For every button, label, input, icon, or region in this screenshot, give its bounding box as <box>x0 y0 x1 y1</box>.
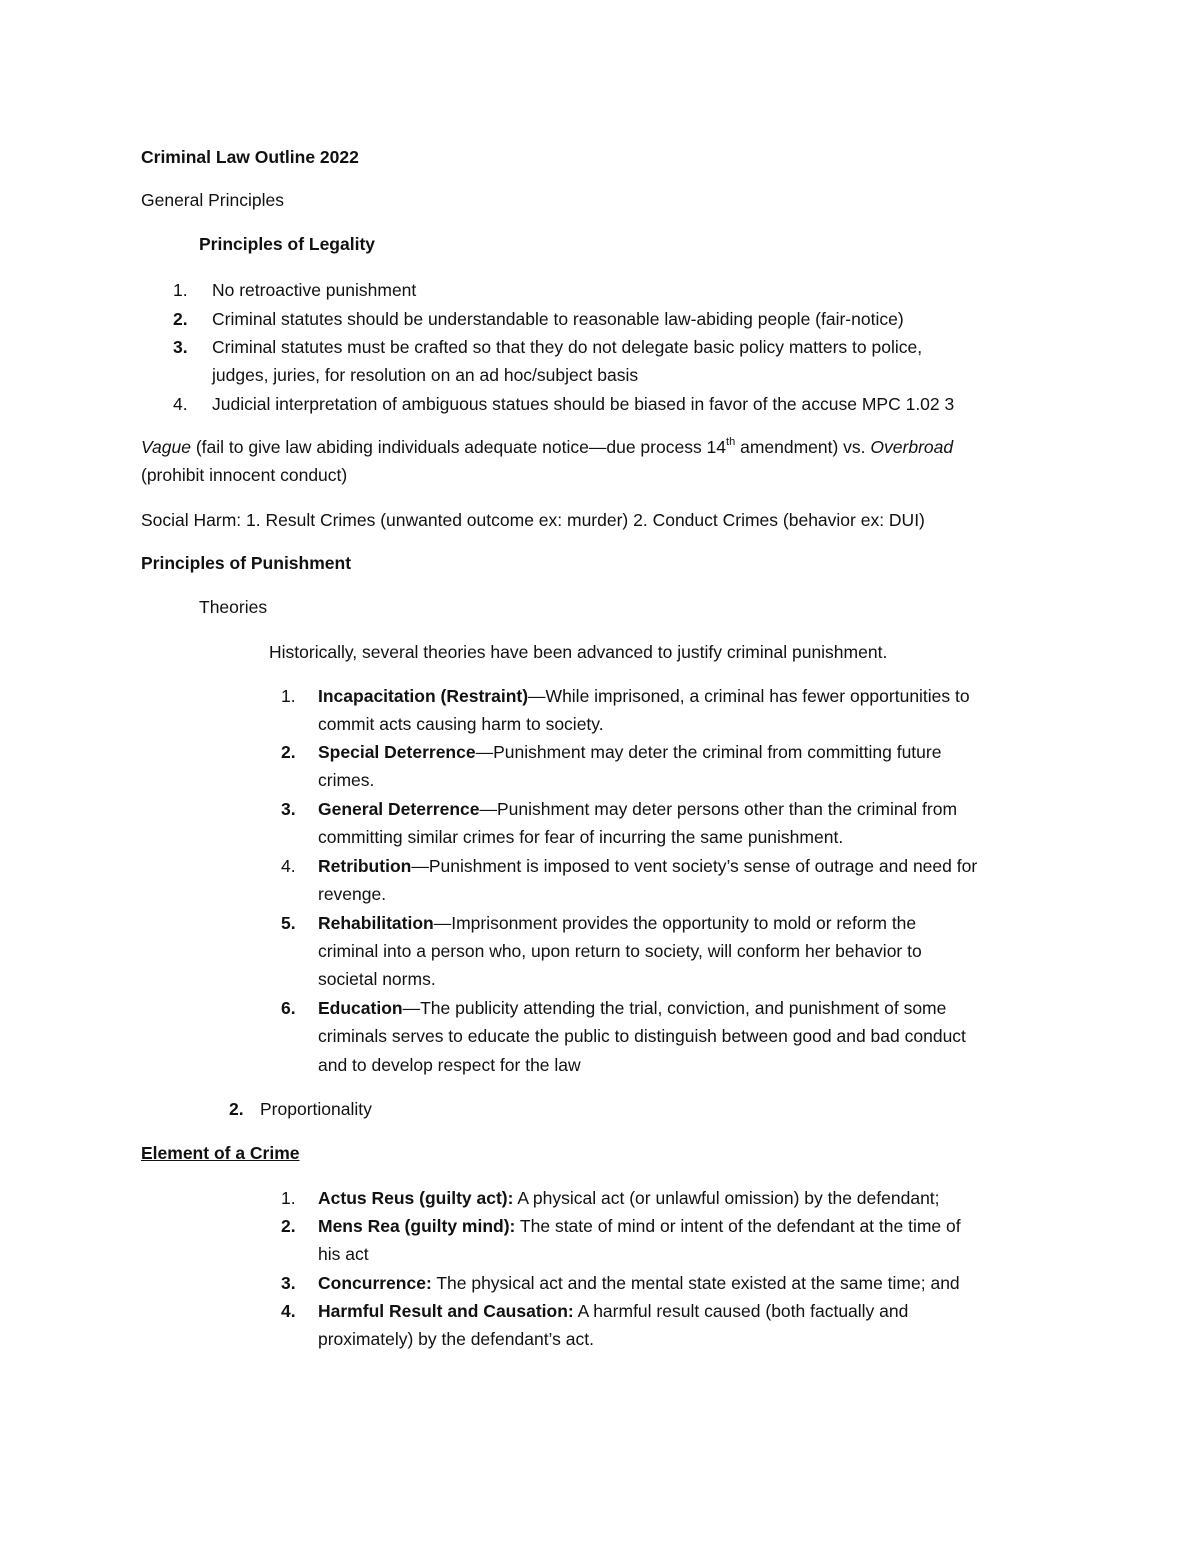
term-description: —Imprisonment provides the opportunity to mold or reform the <box>433 913 917 933</box>
term-incapacitation: Incapacitation (Restraint) <box>318 686 529 706</box>
subheading-proportionality: Proportionality <box>260 1099 372 1119</box>
list-number: 6. <box>281 998 296 1018</box>
vague-text-2: amendment) vs. <box>735 437 871 457</box>
section-general-principles: General Principles <box>141 190 284 210</box>
list-item-text <box>318 1215 961 1237</box>
list-item-text: crimes. <box>318 770 375 790</box>
list-item-text <box>318 1187 940 1209</box>
list-item-text: Criminal statutes should be understandable to reasonable law-abiding people (fair-notice) <box>212 309 904 329</box>
list-number: 3. <box>173 337 188 357</box>
list-number: 2. <box>173 309 188 329</box>
list-item-text <box>318 685 970 707</box>
list-item-text: Criminal statutes must be crafted so that they do not delegate basic policy matters to police, <box>212 337 923 357</box>
list-item-text <box>318 997 946 1019</box>
list-item-text <box>318 798 957 820</box>
overbroad-definition: (prohibit innocent conduct) <box>141 465 348 485</box>
list-number: 3. <box>281 1273 296 1293</box>
superscript: th <box>726 436 736 449</box>
term-description: —Punishment may deter persons other than the criminal from <box>479 799 958 819</box>
term-harmful-result: Harmful Result and Causation: <box>318 1301 574 1321</box>
term-general-deterrence: General Deterrence <box>318 799 480 819</box>
heading-principles-of-legality: Principles of Legality <box>199 234 376 254</box>
list-item-text <box>318 912 916 934</box>
subheading-theories: Theories <box>199 597 268 617</box>
list-number: 4. <box>281 1301 296 1321</box>
list-number: 3. <box>281 799 296 819</box>
social-harm-paragraph: Social Harm: 1. Result Crimes (unwanted outcome ex: murder) 2. Conduct Crimes (behavior ex: DUI) <box>141 510 925 530</box>
theories-intro: Historically, several theories have been advanced to justify criminal punishment. <box>269 642 888 662</box>
list-item-text: his act <box>318 1244 369 1264</box>
vague-text: (fail to give law abiding individuals adequate notice—due process 14 <box>190 437 727 457</box>
list-item-text: No retroactive punishment <box>212 280 417 300</box>
list-item-text: proximately) by the defendant’s act. <box>318 1329 594 1349</box>
term-description: A harmful result caused (both factually and <box>573 1301 909 1321</box>
term-description: —The publicity attending the trial, conviction, and punishment of some <box>402 998 947 1018</box>
list-item-text <box>318 1272 960 1294</box>
list-item-text: revenge. <box>318 884 387 904</box>
list-number: 2. <box>229 1099 244 1119</box>
term-rehabilitation: Rehabilitation <box>318 913 434 933</box>
term-description: —While imprisoned, a criminal has fewer opportunities to <box>528 686 970 706</box>
list-item-text: committing similar crimes for fear of incurring the same punishment. <box>318 827 844 847</box>
list-item-text: societal norms. <box>318 969 436 989</box>
list-item-text: Judicial interpretation of ambiguous statues should be biased in favor of the accuse MPC 1.02 3 <box>212 394 955 414</box>
term-retribution: Retribution <box>318 856 412 876</box>
heading-principles-of-punishment: Principles of Punishment <box>141 553 352 573</box>
list-number: 2. <box>281 1216 296 1236</box>
list-number: 4. <box>173 394 188 414</box>
list-number: 2. <box>281 742 296 762</box>
list-item-text: commit acts causing harm to society. <box>318 714 604 734</box>
list-item-text <box>318 741 941 763</box>
term-description: —Punishment may deter the criminal from committing future <box>475 742 942 762</box>
list-number: 1. <box>173 280 188 300</box>
list-number: 4. <box>281 856 296 876</box>
term-concurrence: Concurrence: <box>318 1273 432 1293</box>
list-number: 1. <box>281 686 296 706</box>
list-number: 1. <box>281 1188 296 1208</box>
term-education: Education <box>318 998 403 1018</box>
list-item-text: judges, juries, for resolution on an ad hoc/subject basis <box>212 365 639 385</box>
document-title: Criminal Law Outline 2022 <box>141 147 359 167</box>
list-item-text: criminal into a person who, upon return to society, will conform her behavior to <box>318 941 922 961</box>
term-mens-rea: Mens Rea (guilty mind): <box>318 1216 516 1236</box>
term-overbroad: Overbroad <box>870 437 954 457</box>
term-description: A physical act (or unlawful omission) by the defendant; <box>513 1188 940 1208</box>
list-item-text <box>318 855 977 877</box>
list-item-text: criminals serves to educate the public to distinguish between good and bad conduct <box>318 1026 966 1046</box>
heading-element-of-a-crime: Element of a Crime <box>141 1143 300 1163</box>
term-special-deterrence: Special Deterrence <box>318 742 476 762</box>
list-number: 5. <box>281 913 296 933</box>
term-description: The state of mind or intent of the defendant at the time of <box>515 1216 961 1236</box>
list-item-text: and to develop respect for the law <box>318 1055 581 1075</box>
term-actus-reus: Actus Reus (guilty act): <box>318 1188 514 1208</box>
list-item-text <box>318 1300 908 1322</box>
term-description: —Punishment is imposed to vent society’s sense of outrage and need for <box>411 856 978 876</box>
term-description: The physical act and the mental state existed at the same time; and <box>431 1273 960 1293</box>
term-vague: Vague <box>141 437 191 457</box>
vague-paragraph <box>141 436 953 458</box>
